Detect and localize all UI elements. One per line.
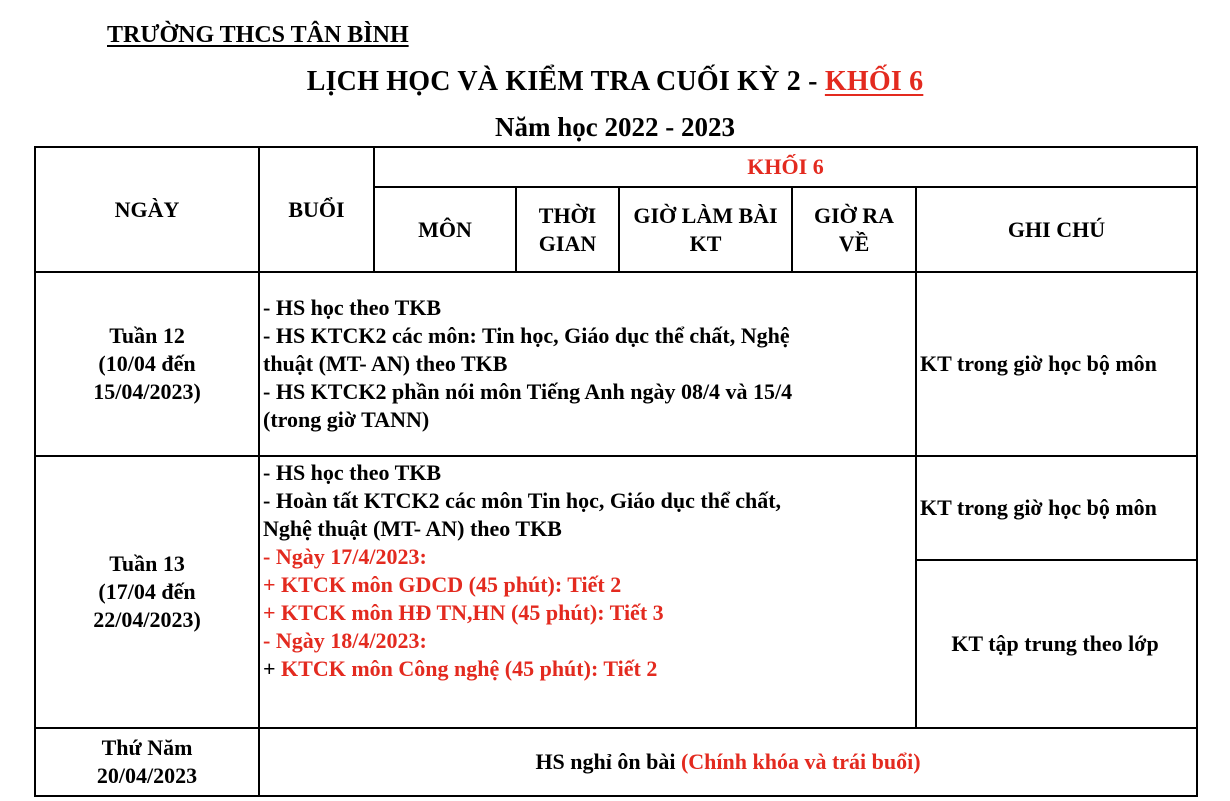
week13-date: Tuần 13 (17/04 đến 22/04/2023) bbox=[35, 456, 259, 728]
header-thoigian: THỜI GIAN bbox=[516, 187, 619, 272]
school-year: Năm học 2022 - 2023 bbox=[495, 112, 735, 142]
table-row bbox=[35, 272, 1197, 456]
thursday-content: HS nghỉ ôn bài (Chính khóa và trái buổi) bbox=[259, 728, 1197, 796]
header-buoi: BUỔI bbox=[259, 147, 374, 272]
schedule-table bbox=[34, 146, 1198, 797]
header-mon: MÔN bbox=[374, 187, 516, 272]
thursday-date: Thứ Năm 20/04/2023 bbox=[35, 728, 259, 796]
header-ngay: NGÀY bbox=[35, 147, 259, 272]
week13-note-1: KT trong giờ học bộ môn bbox=[916, 456, 1197, 560]
table-row bbox=[35, 728, 1197, 796]
title-main: LỊCH HỌC VÀ KIỂM TRA CUỐI KỲ 2 - bbox=[306, 66, 825, 97]
table-row bbox=[35, 456, 1197, 560]
header-khoi: KHỐI 6 bbox=[374, 147, 1197, 187]
week12-date: Tuần 12 (10/04 đến 15/04/2023) bbox=[35, 272, 259, 456]
title-highlight: KHỐI 6 bbox=[824, 66, 924, 97]
page-title bbox=[0, 66, 1230, 98]
week13-note-2: KT tập trung theo lớp bbox=[916, 560, 1197, 728]
week12-note: KT trong giờ học bộ môn bbox=[916, 272, 1197, 456]
week12-content: - HS học theo TKB - HS KTCK2 các môn: Tin học, Giáo dục thể chất, Nghệ thuật (MT- AN) theo TKB - HS KTCK2 phần nói môn Tiếng Anh ngày 08/4 và 15/4 (trong giờ TANN) bbox=[259, 272, 916, 456]
header-giolambai: GIỜ LÀM BÀI KT bbox=[619, 187, 792, 272]
week13-content: - HS học theo TKB - Hoàn tất KTCK2 các môn Tin học, Giáo dục thể chất, Nghệ thuật (MT- AN) theo TKB - Ngày 17/4/2023: + KTCK môn GDCD (45 phút): Tiết 2 + KTCK môn HĐ TN,HN (45 phút): Tiết 3 - Ngày 18/4/2023: + KTCK môn Công nghệ (45 phút): Tiết 2 bbox=[259, 456, 916, 728]
header-ghichu: GHI CHÚ bbox=[916, 187, 1197, 272]
school-name: TRƯỜNG THCS TÂN BÌNH bbox=[107, 22, 409, 48]
header-giorave: GIỜ RA VỀ bbox=[792, 187, 916, 272]
